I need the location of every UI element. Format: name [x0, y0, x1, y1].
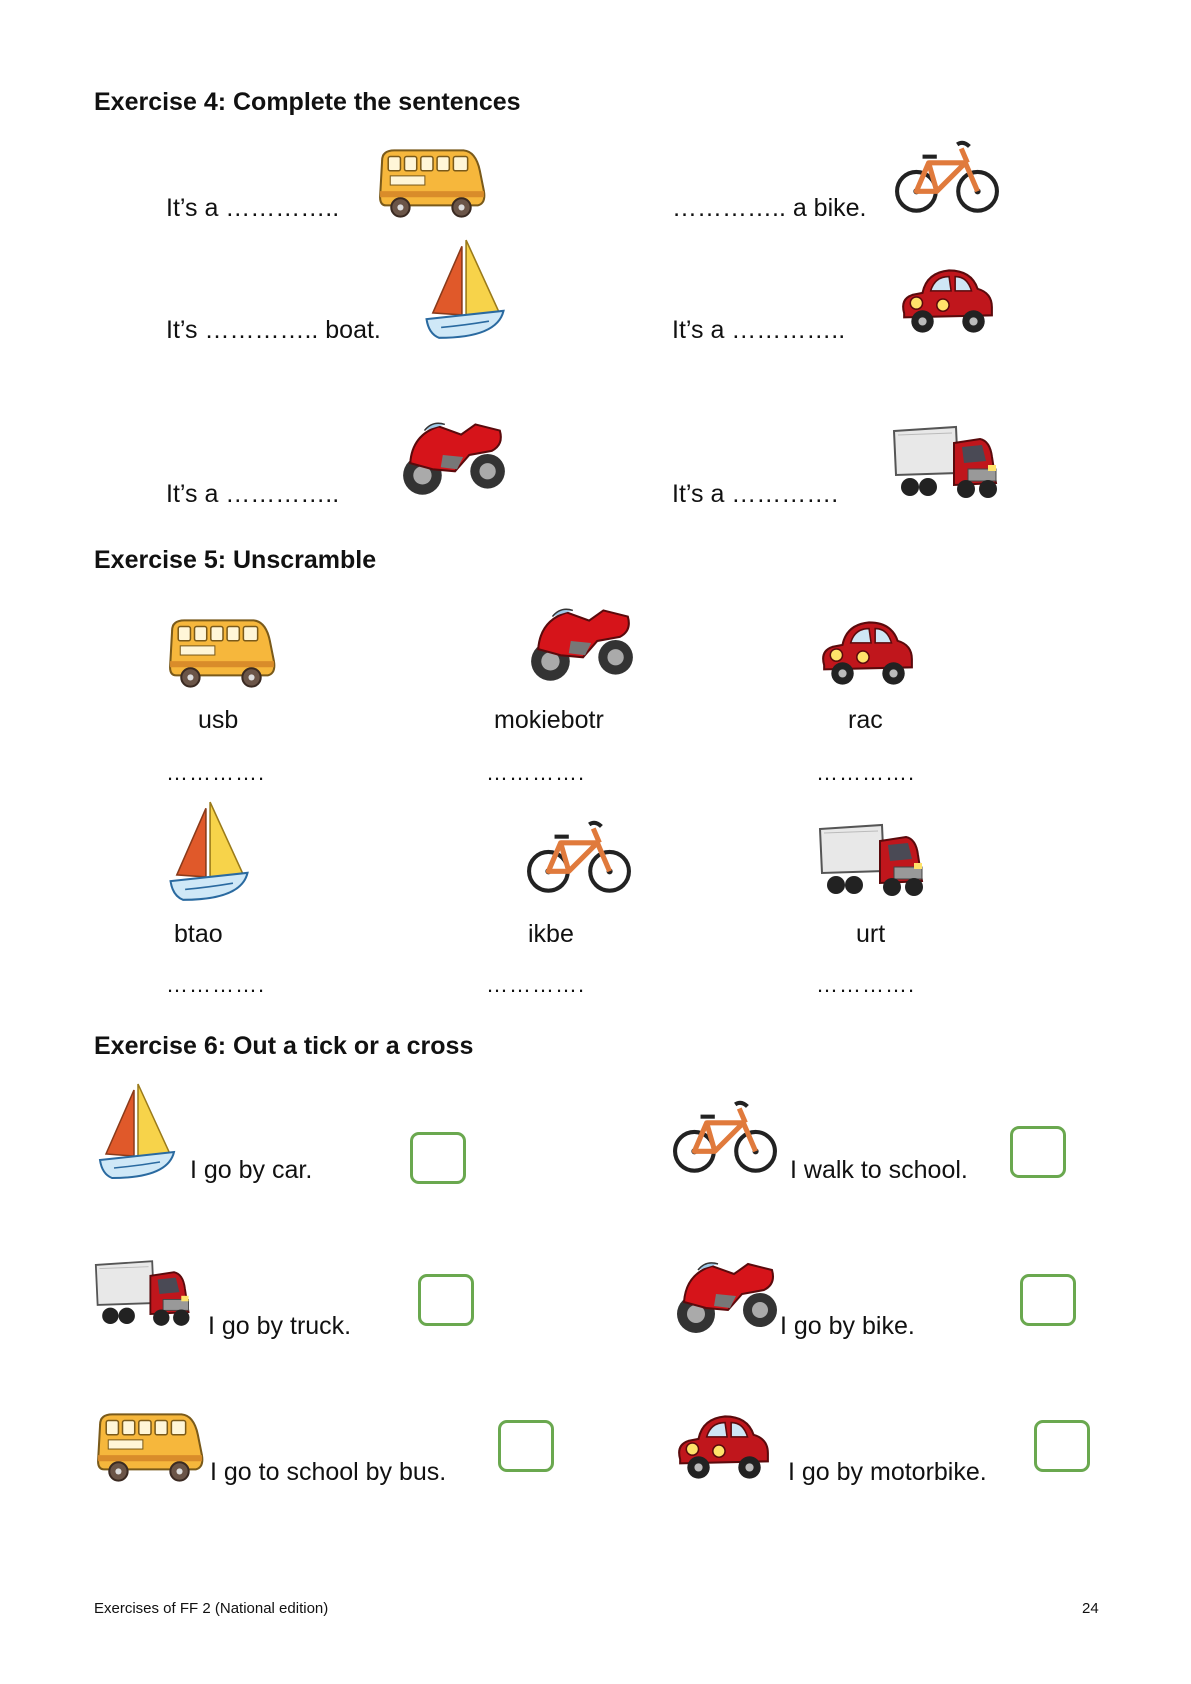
- exercise4-sentence-3: It’s ………….. boat.: [166, 316, 381, 344]
- scrambled-word-1: usb: [198, 706, 239, 734]
- scrambled-word-5: ikbe: [528, 920, 574, 948]
- answer-blank-5: ………….: [486, 972, 586, 997]
- exercise4-sentence-5: It’s a …………..: [166, 480, 340, 508]
- answer-checkbox-6[interactable]: [1034, 1420, 1090, 1472]
- car-icon: [816, 610, 918, 692]
- footer-title: Exercises of FF 2 (National edition): [94, 1600, 329, 1617]
- sailboat-icon: [94, 1082, 178, 1182]
- exercise5-heading: Exercise 5: Unscramble: [94, 546, 377, 574]
- exercise4-heading: Exercise 4: Complete the sentences: [94, 88, 521, 116]
- scrambled-word-2: mokiebotr: [494, 706, 604, 734]
- car-icon: [672, 1404, 774, 1486]
- exercise6-sentence-2: I walk to school.: [790, 1156, 968, 1184]
- truck-icon: [892, 424, 1002, 502]
- sailboat-icon: [166, 800, 250, 904]
- exercise6-sentence-6: I go by motorbike.: [788, 1458, 987, 1486]
- bicycle-icon: [894, 134, 1000, 216]
- bicycle-icon: [672, 1094, 778, 1176]
- truck-icon: [94, 1258, 194, 1330]
- truck-icon: [818, 822, 928, 900]
- exercise4-sentence-6: It’s a ………….: [672, 480, 839, 508]
- school-bus-icon: [94, 1410, 206, 1484]
- answer-checkbox-1[interactable]: [410, 1132, 466, 1184]
- answer-checkbox-5[interactable]: [498, 1420, 554, 1472]
- scrambled-word-6: urt: [856, 920, 886, 948]
- motorbike-icon: [398, 410, 510, 502]
- answer-blank-6: ………….: [816, 972, 916, 997]
- page-number: 24: [1082, 1600, 1099, 1617]
- sailboat-icon: [422, 238, 506, 342]
- exercise6-heading: Exercise 6: Out a tick or a cross: [94, 1032, 474, 1060]
- scrambled-word-4: btao: [174, 920, 223, 948]
- bicycle-icon: [526, 814, 632, 896]
- car-icon: [896, 258, 998, 340]
- exercise6-sentence-5: I go to school by bus.: [210, 1458, 447, 1486]
- answer-checkbox-2[interactable]: [1010, 1126, 1066, 1178]
- exercise4-sentence-1: It’s a …………..: [166, 194, 340, 222]
- answer-blank-1: ………….: [166, 760, 266, 785]
- exercise4-sentence-4: It’s a …………..: [672, 316, 846, 344]
- exercise6-sentence-4: I go by bike.: [780, 1312, 915, 1340]
- answer-blank-4: ………….: [166, 972, 266, 997]
- scrambled-word-3: rac: [848, 706, 883, 734]
- school-bus-icon: [166, 616, 278, 690]
- answer-blank-3: ………….: [816, 760, 916, 785]
- motorbike-icon: [526, 596, 638, 688]
- motorbike-icon: [672, 1250, 782, 1340]
- answer-checkbox-3[interactable]: [418, 1274, 474, 1326]
- answer-checkbox-4[interactable]: [1020, 1274, 1076, 1326]
- exercise4-sentence-2: ………….. a bike.: [672, 194, 867, 222]
- exercise6-sentence-3: I go by truck.: [208, 1312, 352, 1340]
- exercise6-sentence-1: I go by car.: [190, 1156, 313, 1184]
- answer-blank-2: ………….: [486, 760, 586, 785]
- school-bus-icon: [376, 146, 488, 220]
